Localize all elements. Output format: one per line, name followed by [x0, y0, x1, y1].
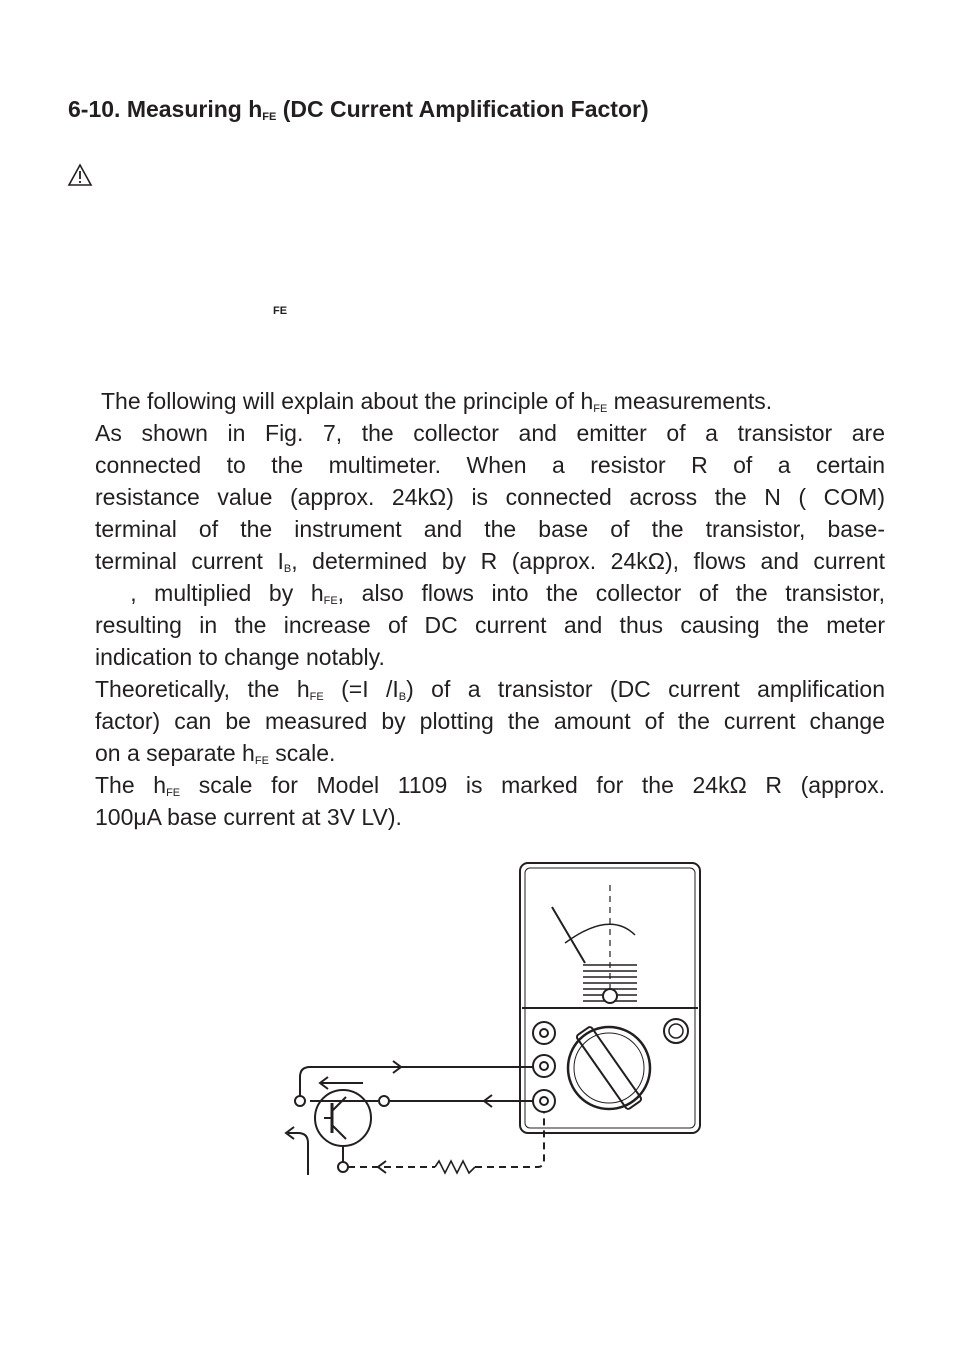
- para1-text: , determined by R (approx. 24kΩ), flows and current: [291, 548, 885, 574]
- para2-text: (=I /I: [323, 676, 399, 702]
- para1-subscript: FE: [323, 595, 338, 607]
- intro-text-suffix: measurements.: [607, 388, 773, 414]
- fig7-hfe-measurement-diagram: [280, 855, 710, 1180]
- para1-subscript: B: [283, 563, 292, 575]
- para1-line: [95, 577, 885, 609]
- para1-line: As shown in Fig. 7, the collector and emitter of a transistor are: [95, 420, 885, 446]
- para2-text: on a separate h: [95, 740, 255, 766]
- base-terminal-node: [338, 1162, 348, 1172]
- para1-line: connected to the multimeter. When a resistor R of a certain: [95, 452, 885, 478]
- para3-line: [95, 769, 885, 801]
- para2-subscript: B: [398, 691, 407, 703]
- para1-line: resulting in the increase of DC current and thus causing the meter: [95, 612, 885, 638]
- transistor-symbol: [315, 1090, 371, 1146]
- para3-text: The h: [95, 772, 167, 798]
- para2-text: Theoretically, the h: [95, 676, 310, 702]
- scale-paragraph: [95, 769, 885, 833]
- principle-paragraph: [95, 417, 885, 673]
- terminal-top: [533, 1022, 555, 1044]
- meter-scale-arc: [565, 924, 635, 943]
- para1-line: resistance value (approx. 24kΩ) is connected across the N ( COM): [95, 484, 885, 510]
- para1-line: terminal of the instrument and the base of the transistor, base-: [95, 516, 885, 542]
- emitter-current-path: [288, 1133, 308, 1175]
- collector-terminal-node: [379, 1096, 389, 1106]
- terminal-middle: [533, 1055, 555, 1077]
- para3-subscript: FE: [166, 787, 181, 799]
- para3-line: 100μA base current at 3V LV).: [95, 804, 402, 830]
- range-selector-knob: [568, 1027, 650, 1109]
- terminal-com: [533, 1090, 555, 1112]
- emitter-terminal-node: [295, 1096, 305, 1106]
- range-knob-pointer: [576, 1026, 642, 1110]
- para1-line: indication to change notably.: [95, 644, 385, 670]
- para2-text: scale.: [268, 740, 336, 766]
- para2-subscript: FE: [254, 755, 269, 767]
- para1-line: [95, 545, 885, 577]
- heading-text-suffix: (DC Current Amplification Factor): [276, 96, 649, 122]
- para2-line: factor) can be measured by plotting the amount of the current change: [95, 708, 885, 734]
- section-heading: [68, 96, 649, 123]
- resistor-return-wire: [475, 1112, 544, 1167]
- fe-label: FE: [273, 305, 288, 317]
- intro-subscript: FE: [593, 403, 608, 415]
- warning-triangle-icon: [67, 163, 93, 187]
- para2-subscript: FE: [309, 691, 324, 703]
- intro-paragraph: [95, 385, 885, 417]
- meter-needle: [552, 907, 585, 963]
- para2-line: [95, 673, 885, 705]
- para1-text: terminal current I: [95, 548, 284, 574]
- ohm-adjust-knob: [664, 1019, 688, 1043]
- heading-subscript: FE: [262, 111, 277, 123]
- heading-text: 6-10. Measuring h: [68, 96, 263, 122]
- zero-adjust-screw: [603, 989, 617, 1003]
- para2-line: [95, 737, 885, 769]
- para2-text: ) of a transistor (DC current amplification: [406, 676, 886, 702]
- para3-text: scale for Model 1109 is marked for the 24kΩ R (approx.: [180, 772, 885, 798]
- para1-text: , also flows into the collector of the transistor,: [337, 580, 885, 606]
- intro-text: The following will explain about the principle of h: [101, 388, 594, 414]
- resistor-r-symbol: [435, 1161, 475, 1173]
- para1-text: , multiplied by h: [95, 580, 324, 606]
- theory-paragraph: [95, 673, 885, 769]
